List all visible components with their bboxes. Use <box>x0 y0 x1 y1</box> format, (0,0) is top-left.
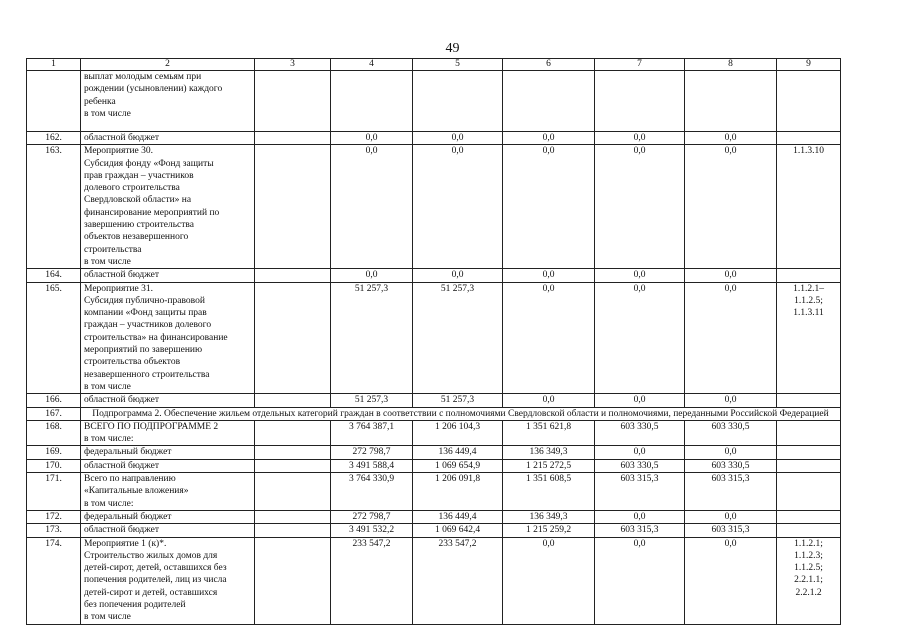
goals-cell <box>777 71 841 132</box>
cell: 136 349,3 <box>503 510 595 523</box>
cell: 0,0 <box>595 145 685 269</box>
cell: 0,0 <box>331 145 413 269</box>
goals-cell: 1.1.2.1; 1.1.2.3; 1.1.2.5; 2.2.1.1; 2.2.1.2 <box>777 537 841 624</box>
table-row <box>27 394 841 407</box>
table-row <box>27 473 841 511</box>
table-row <box>27 524 841 537</box>
row-name: Всего по направлению «Капитальные вложения» в том числе: <box>81 473 255 511</box>
cell: 1 206 091,8 <box>413 473 503 511</box>
cell: 603 315,3 <box>685 473 777 511</box>
subprogram-title: Подпрограмма 2. Обеспечение жильем отдельных категорий граждан в соответствии с полномочиями Свердловской области и полномочиями, переданными Российской Федерацией <box>81 407 841 420</box>
column-header: 4 <box>331 59 413 71</box>
row-name: Мероприятие 30. Субсидия фонду «Фонд защиты прав граждан – участников долевого строительства Свердловской области» на финансирование мероприятий по завершению строительства объектов незавершенного строительства в том числе <box>81 145 255 269</box>
cell: 0,0 <box>685 394 777 407</box>
column-header: 5 <box>413 59 503 71</box>
cell <box>255 473 331 511</box>
subprogram-row <box>27 407 841 420</box>
cell: 603 315,3 <box>685 524 777 537</box>
cell: 3 491 532,2 <box>331 524 413 537</box>
cell: 0,0 <box>595 269 685 282</box>
column-header: 3 <box>255 59 331 71</box>
cell: 3 764 330,9 <box>331 473 413 511</box>
cell <box>255 282 331 394</box>
cell <box>331 71 413 132</box>
row-name: Мероприятие 31. Субсидия публично-правовой компании «Фонд защиты прав граждан – участников долевого строительства» на финансирование мероприятий по завершению строительства объектов незавершенного строительства в том числе <box>81 282 255 394</box>
cell: 136 449,4 <box>413 446 503 459</box>
row-name: областной бюджет <box>81 459 255 472</box>
page-number: 49 <box>445 41 460 56</box>
goals-cell: 1.1.3.10 <box>777 145 841 269</box>
cell <box>255 145 331 269</box>
row-number: 173. <box>27 524 81 537</box>
cell: 0,0 <box>685 537 777 624</box>
goals-cell <box>777 446 841 459</box>
cell: 233 547,2 <box>413 537 503 624</box>
column-header: 2 <box>81 59 255 71</box>
cell: 1 351 621,8 <box>503 420 595 446</box>
row-name: областной бюджет <box>81 394 255 407</box>
cell: 1 215 259,2 <box>503 524 595 537</box>
cell <box>413 71 503 132</box>
row-number <box>27 71 81 132</box>
row-name: выплат молодым семьям при рождении (усыновлении) каждого ребенка в том числе <box>81 71 255 132</box>
budget-table <box>26 58 841 625</box>
row-name: Мероприятие 1 (к)*. Строительство жилых домов для детей-сирот, детей, оставшихся без попечения родителей, лиц из числа детей-сирот и детей, оставшихся без попечения родителей в том числе <box>81 537 255 624</box>
goals-cell: 1.1.2.1–1.1.2.5; 1.1.3.11 <box>777 282 841 394</box>
table-row <box>27 420 841 446</box>
cell: 0,0 <box>503 269 595 282</box>
cell: 0,0 <box>503 145 595 269</box>
row-name: федеральный бюджет <box>81 446 255 459</box>
cell: 0,0 <box>503 537 595 624</box>
cell: 0,0 <box>595 394 685 407</box>
row-number: 169. <box>27 446 81 459</box>
table-row <box>27 269 841 282</box>
table-row <box>27 537 841 624</box>
table-row <box>27 282 841 394</box>
cell: 0,0 <box>331 269 413 282</box>
goals-cell <box>777 394 841 407</box>
row-name: федеральный бюджет <box>81 510 255 523</box>
table-row <box>27 71 841 132</box>
row-name: областной бюджет <box>81 269 255 282</box>
cell: 0,0 <box>685 282 777 394</box>
goals-cell <box>777 510 841 523</box>
goals-cell <box>777 473 841 511</box>
cell: 603 315,3 <box>595 473 685 511</box>
cell <box>255 394 331 407</box>
cell: 51 257,3 <box>413 282 503 394</box>
cell: 0,0 <box>503 132 595 145</box>
cell <box>685 71 777 132</box>
column-header: 1 <box>27 59 81 71</box>
row-number: 167. <box>27 407 81 420</box>
goals-cell <box>777 269 841 282</box>
cell: 0,0 <box>595 132 685 145</box>
row-name: областной бюджет <box>81 524 255 537</box>
cell: 0,0 <box>503 394 595 407</box>
row-number: 165. <box>27 282 81 394</box>
row-number: 172. <box>27 510 81 523</box>
goals-cell <box>777 132 841 145</box>
cell: 0,0 <box>685 510 777 523</box>
cell: 136 349,3 <box>503 446 595 459</box>
cell: 0,0 <box>331 132 413 145</box>
cell <box>255 459 331 472</box>
cell: 0,0 <box>595 446 685 459</box>
row-name: ВСЕГО ПО ПОДПРОГРАММЕ 2 в том числе: <box>81 420 255 446</box>
cell: 233 547,2 <box>331 537 413 624</box>
goals-cell <box>777 420 841 446</box>
cell: 1 206 104,3 <box>413 420 503 446</box>
cell <box>255 537 331 624</box>
cell <box>595 71 685 132</box>
table-row <box>27 510 841 523</box>
column-header: 6 <box>503 59 595 71</box>
cell: 0,0 <box>685 132 777 145</box>
cell <box>255 420 331 446</box>
cell: 0,0 <box>413 132 503 145</box>
cell: 0,0 <box>595 537 685 624</box>
column-header: 7 <box>595 59 685 71</box>
goals-cell <box>777 524 841 537</box>
row-number: 170. <box>27 459 81 472</box>
cell: 51 257,3 <box>331 394 413 407</box>
cell: 1 351 608,5 <box>503 473 595 511</box>
cell: 1 215 272,5 <box>503 459 595 472</box>
cell: 272 798,7 <box>331 510 413 523</box>
row-number: 166. <box>27 394 81 407</box>
cell <box>255 446 331 459</box>
cell: 603 330,5 <box>685 459 777 472</box>
cell <box>503 71 595 132</box>
cell: 0,0 <box>595 510 685 523</box>
cell: 603 330,5 <box>595 420 685 446</box>
cell: 603 330,5 <box>685 420 777 446</box>
table-row <box>27 145 841 269</box>
cell: 0,0 <box>685 446 777 459</box>
cell: 51 257,3 <box>413 394 503 407</box>
cell: 1 069 642,4 <box>413 524 503 537</box>
cell <box>255 524 331 537</box>
cell: 0,0 <box>595 282 685 394</box>
cell: 603 315,3 <box>595 524 685 537</box>
cell <box>255 269 331 282</box>
cell: 51 257,3 <box>331 282 413 394</box>
row-name: областной бюджет <box>81 132 255 145</box>
cell: 0,0 <box>685 269 777 282</box>
table-row <box>27 446 841 459</box>
cell: 136 449,4 <box>413 510 503 523</box>
cell: 0,0 <box>413 145 503 269</box>
cell: 0,0 <box>503 282 595 394</box>
goals-cell <box>777 459 841 472</box>
cell <box>255 510 331 523</box>
row-number: 168. <box>27 420 81 446</box>
column-header: 8 <box>685 59 777 71</box>
cell <box>255 132 331 145</box>
column-header: 9 <box>777 59 841 71</box>
cell: 3 764 387,1 <box>331 420 413 446</box>
cell: 272 798,7 <box>331 446 413 459</box>
cell: 3 491 588,4 <box>331 459 413 472</box>
row-number: 164. <box>27 269 81 282</box>
cell <box>255 71 331 132</box>
row-number: 174. <box>27 537 81 624</box>
table-row <box>27 132 841 145</box>
cell: 603 330,5 <box>595 459 685 472</box>
row-number: 171. <box>27 473 81 511</box>
header-row <box>27 59 841 71</box>
table-row <box>27 459 841 472</box>
row-number: 162. <box>27 132 81 145</box>
row-number: 163. <box>27 145 81 269</box>
cell: 1 069 654,9 <box>413 459 503 472</box>
cell: 0,0 <box>413 269 503 282</box>
cell: 0,0 <box>685 145 777 269</box>
